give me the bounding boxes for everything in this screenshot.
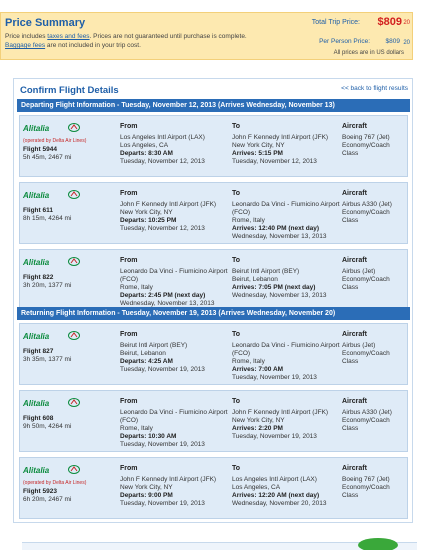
to-city: Rome, Italy: [232, 358, 265, 365]
to-city: New York City, NY: [232, 142, 285, 149]
from-date: Tuesday, November 12, 2013: [120, 158, 205, 165]
to-date: Tuesday, November 19, 2013: [232, 374, 317, 381]
to-column: [232, 257, 340, 300]
departs-time: Departs: 2:45 PM (next day): [120, 292, 206, 299]
to-column: [232, 190, 340, 241]
to-date: Wednesday, November 13, 2013: [232, 292, 327, 299]
from-label: From: [120, 398, 138, 405]
to-city: Rome, Italy: [232, 217, 265, 224]
price-summary: [0, 12, 413, 60]
aircraft-label: Aircraft: [342, 123, 367, 130]
alitalia-mark-icon: [68, 257, 80, 266]
from-date: Wednesday, November 13, 2013: [120, 300, 215, 307]
flight-duration: 3h 20m, 1377 mi: [23, 282, 72, 289]
from-airport: Leonardo Da Vinci - Fiumicino Airport (FCO): [120, 268, 228, 283]
to-date: Tuesday, November 19, 2013: [232, 433, 317, 440]
from-airport: John F Kennedy Intl Airport (JFK): [120, 476, 217, 483]
aircraft-type: Boeing 767 (Jet): [342, 134, 390, 141]
cabin-class: Economy/Coach: [342, 417, 390, 424]
from-airport: Leonardo Da Vinci - Fiumicino Airport (FCO): [120, 409, 228, 424]
airline-logo: Alitalia: [23, 124, 50, 133]
alitalia-mark-icon: [68, 123, 80, 132]
to-airport: Beirut Intl Airport (BEY): [232, 268, 300, 275]
to-column: [232, 331, 340, 382]
aircraft-label: Aircraft: [342, 398, 367, 405]
operated-by: (operated by Delta Air Lines): [23, 138, 87, 144]
to-date: Wednesday, November 20, 2013: [232, 500, 327, 507]
from-label: From: [120, 190, 138, 197]
departs-time: Departs: 10:30 AM: [120, 433, 177, 440]
from-city: New York City, NY: [120, 209, 173, 216]
flight-row: [19, 182, 408, 244]
from-airport: Los Angeles Intl Airport (LAX): [120, 134, 205, 141]
back-to-results-link[interactable]: << back to flight results: [341, 85, 408, 92]
total-price-value: $809: [377, 16, 402, 28]
from-column: [120, 398, 228, 449]
from-city: Los Angeles, CA: [120, 142, 169, 149]
total-price-label: Total Trip Price:: [311, 19, 360, 26]
airline-logo: Alitalia: [23, 466, 50, 475]
to-city: Los Angeles, CA: [232, 484, 281, 491]
aircraft-column: [342, 398, 408, 433]
price-notes: Price includes taxes and fees. Prices are not guaranteed until purchase is complete. Baggage fees are not included in your trip cost.: [5, 33, 247, 49]
cabin-class-suffix: Class: [342, 150, 359, 157]
to-city: Beirut, Lebanon: [232, 276, 278, 283]
to-column: [232, 398, 340, 441]
to-label: To: [232, 398, 241, 405]
aircraft-column: [342, 123, 408, 158]
from-city: Beirut, Lebanon: [120, 350, 166, 357]
to-city: New York City, NY: [232, 417, 285, 424]
to-column: [232, 465, 340, 508]
arrives-time: Arrives: 12:20 AM (next day): [232, 492, 320, 499]
from-city: New York City, NY: [120, 484, 173, 491]
flight-number: Flight 608: [23, 415, 54, 422]
price-summary-title: Price Summary: [5, 17, 86, 29]
departs-time: Departs: 10:25 PM: [120, 217, 177, 224]
from-label: From: [120, 123, 138, 130]
from-column: [120, 257, 228, 308]
from-airport: Beirut Intl Airport (BEY): [120, 342, 188, 349]
departs-time: Departs: 4:25 AM: [120, 358, 173, 365]
cabin-class: Economy/Coach: [342, 350, 390, 357]
alitalia-mark-icon: [68, 190, 80, 199]
cabin-class: Economy/Coach: [342, 209, 390, 216]
aircraft-label: Aircraft: [342, 257, 367, 264]
airline-logo: Alitalia: [23, 332, 50, 341]
flight-row: [19, 390, 408, 452]
cabin-class-suffix: Class: [342, 217, 359, 224]
flight-duration: 9h 50m, 4264 mi: [23, 423, 72, 430]
airline-logo: Alitalia: [23, 399, 50, 408]
from-label: From: [120, 331, 138, 338]
flight-number: Flight 5923: [23, 488, 57, 495]
airline-logo: Alitalia: [23, 191, 50, 200]
from-date: Tuesday, November 12, 2013: [120, 225, 205, 232]
to-date: Tuesday, November 12, 2013: [232, 158, 317, 165]
currency-note: All prices are in US dollars: [333, 50, 404, 56]
panel-title: Confirm Flight Details: [20, 85, 119, 96]
flight-duration: 3h 35m, 1377 mi: [23, 356, 72, 363]
flight-duration: 5h 45m, 2467 mi: [23, 154, 72, 161]
flight-row: [19, 115, 408, 177]
to-label: To: [232, 257, 241, 264]
flight-number: Flight 827: [23, 348, 54, 355]
arrives-time: Arrives: 12:40 PM (next day): [232, 225, 320, 232]
to-airport: Leonardo Da Vinci - Fiumicino Airport (FCO): [232, 201, 340, 216]
baggage-fees-link[interactable]: Baggage fees: [5, 42, 46, 49]
from-date: Tuesday, November 19, 2013: [120, 366, 205, 373]
from-date: Tuesday, November 19, 2013: [120, 441, 205, 448]
cabin-class: Economy/Coach: [342, 142, 390, 149]
alitalia-mark-icon: [68, 331, 80, 340]
returning-section-header: Returning Flight Information - Tuesday, November 19, 2013 (Arrives Wednesday, November 20): [17, 307, 410, 320]
aircraft-type: Airbus A330 (Jet): [342, 201, 392, 208]
from-column: [120, 190, 228, 233]
to-label: To: [232, 123, 241, 130]
flight-number: Flight 5944: [23, 146, 57, 153]
arrives-time: Arrives: 2:20 PM: [232, 425, 283, 432]
aircraft-column: [342, 190, 408, 225]
flight-row: [19, 249, 408, 311]
operated-by: (operated by Delta Air Lines): [23, 480, 87, 486]
aircraft-label: Aircraft: [342, 331, 367, 338]
per-person-label: Per Person Price:: [319, 38, 370, 45]
aircraft-type: Boeing 767 (Jet): [342, 476, 390, 483]
total-price-cents: 20: [403, 20, 410, 26]
alitalia-mark-icon: [68, 398, 80, 407]
taxes-fees-link[interactable]: taxes and fees: [47, 33, 90, 40]
to-column: [232, 123, 340, 166]
cabin-class-suffix: Class: [342, 358, 359, 365]
aircraft-column: [342, 331, 408, 366]
to-airport: Los Angeles Intl Airport (LAX): [232, 476, 317, 483]
to-airport: Leonardo Da Vinci - Fiumicino Airport (FCO): [232, 342, 340, 357]
arrives-time: Arrives: 7:00 AM: [232, 366, 284, 373]
cabin-class-suffix: Class: [342, 284, 359, 291]
per-person-value: $809: [385, 38, 400, 45]
to-label: To: [232, 331, 241, 338]
aircraft-column: [342, 257, 408, 292]
aircraft-column: [342, 465, 408, 500]
to-airport: John F Kennedy Intl Airport (JFK): [232, 409, 329, 416]
from-city: Rome, Italy: [120, 284, 153, 291]
flight-details-panel: [13, 78, 413, 523]
from-column: [120, 465, 228, 508]
departs-time: Departs: 9:00 PM: [120, 492, 173, 499]
to-label: To: [232, 465, 241, 472]
cabin-class: Economy/Coach: [342, 276, 390, 283]
from-label: From: [120, 465, 138, 472]
departs-time: Departs: 8:30 AM: [120, 150, 173, 157]
flight-duration: 8h 15m, 4264 mi: [23, 215, 72, 222]
cabin-class: Economy/Coach: [342, 484, 390, 491]
flight-number: Flight 611: [23, 207, 53, 214]
arrives-time: Arrives: 7:05 PM (next day): [232, 284, 316, 291]
from-city: Rome, Italy: [120, 425, 153, 432]
arrives-time: Arrives: 5:15 PM: [232, 150, 283, 157]
aircraft-type: Airbus (Jet): [342, 268, 376, 275]
airline-logo: Alitalia: [23, 258, 50, 267]
from-column: [120, 331, 228, 374]
aircraft-label: Aircraft: [342, 465, 367, 472]
from-date: Tuesday, November 19, 2013: [120, 500, 205, 507]
per-person-cents: 20: [403, 40, 410, 46]
departing-section-header: Departing Flight Information - Tuesday, November 12, 2013 (Arrives Wednesday, November 13): [17, 99, 410, 112]
from-airport: John F Kennedy Intl Airport (JFK): [120, 201, 217, 208]
flight-duration: 6h 20m, 2467 mi: [23, 496, 72, 503]
from-label: From: [120, 257, 138, 264]
continue-button[interactable]: [358, 538, 398, 550]
to-label: To: [232, 190, 241, 197]
alitalia-mark-icon: [68, 465, 80, 474]
flight-row: [19, 323, 408, 385]
aircraft-type: Airbus A330 (Jet): [342, 409, 392, 416]
to-airport: John F Kennedy Intl Airport (JFK): [232, 134, 329, 141]
aircraft-type: Airbus (Jet): [342, 342, 376, 349]
cabin-class-suffix: Class: [342, 492, 359, 499]
aircraft-label: Aircraft: [342, 190, 367, 197]
flight-row: [19, 457, 408, 519]
from-column: [120, 123, 228, 166]
to-date: Wednesday, November 13, 2013: [232, 233, 327, 240]
flight-number: Flight 822: [23, 274, 54, 281]
cabin-class-suffix: Class: [342, 425, 359, 432]
